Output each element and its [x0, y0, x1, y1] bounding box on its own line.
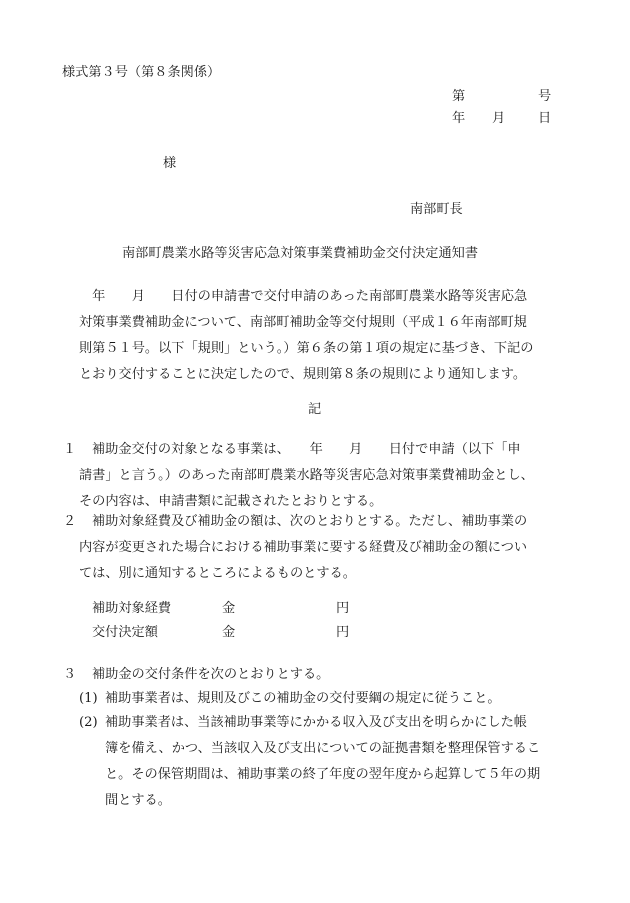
issue-date-day: 日: [538, 111, 552, 126]
issue-number-go: 号: [538, 89, 552, 104]
item-2-line: 補助対象経費及び補助金の額は、次のとおりとする。ただし、補助事業の: [92, 514, 528, 529]
sub-item-2-number: (2): [79, 715, 98, 730]
form-number: 様式第３号（第８条関係）: [62, 65, 221, 80]
amount-label-subsidy-cost: 補助対象経費: [92, 601, 172, 616]
amount-kin: 金: [222, 625, 236, 640]
issue-number-dai: 第: [452, 89, 466, 104]
intro-line: 対策事業費補助金について、南部町補助金等交付規則（平成１６年南部町規: [79, 315, 527, 330]
item-2-number: ２: [63, 514, 77, 529]
document-title: 南部町農業水路等災害応急対策事業費補助金交付決定通知書: [122, 246, 479, 261]
intro-paragraph: [79, 284, 533, 388]
amount-label-grant-decision: 交付決定額: [92, 625, 158, 640]
item-1-line: 補助金交付の対象となる事業は、 年 月 日付で申請（以下「申: [92, 442, 521, 457]
item-3-text: 補助金の交付条件を次のとおりとする。: [92, 667, 330, 682]
item-1-line: 請書」と言う。）のあった南部町農業水路等災害応急対策事業費補助金とし、: [79, 468, 534, 483]
sub-item-1-number: (1): [79, 691, 98, 706]
intro-line: とおり交付することに決定したので、規則第８条の規則により通知します。: [79, 367, 527, 382]
item-3-number: ３: [63, 667, 77, 682]
sub-item-1-line: 補助事業者は、規則及びこの補助金の交付要綱の規定に従うこと。: [105, 691, 501, 706]
sub-item-2-line: と。その保管期間は、補助事業の終了年度の翌年度から起算して５年の期: [105, 767, 541, 782]
sub-item-1-text: [105, 686, 501, 712]
sub-item-2-line: 間とする。: [105, 793, 171, 808]
item-1-line: その内容は、申請書類に記載されたとおりとする。: [79, 494, 383, 509]
issuer-name: 南部町長: [410, 202, 463, 217]
issue-date-month: 月: [492, 111, 506, 126]
ki-heading: 記: [308, 402, 322, 417]
amount-kin: 金: [222, 601, 236, 616]
sub-item-2-line: 簿を備え、かつ、当該収入及び支出についての証拠書類を整理保管するこ: [105, 741, 541, 756]
intro-line: 年 月 日付の申請書で交付申請のあった南部町農業水路等災害応急: [79, 289, 528, 304]
item-2-text: [79, 509, 527, 587]
item-1-text: [79, 437, 534, 515]
sub-item-2-line: 補助事業者は、当該補助事業等にかかる収入及び支出を明らかにした帳: [105, 715, 527, 730]
amount-unit: 円: [336, 625, 350, 640]
sub-item-2-text: [105, 710, 540, 814]
issue-date-year: 年: [452, 111, 466, 126]
item-2-line: ては、別に通知するところによるものとする。: [79, 566, 356, 581]
item-2-line: 内容が変更された場合における補助事業に要する経費及び補助金の額につい: [79, 540, 528, 555]
amount-unit: 円: [336, 601, 350, 616]
intro-line: 則第５１号。以下「規則」という。）第６条の第１項の規定に基づき、下記の: [79, 341, 534, 356]
addressee-suffix: 様: [163, 156, 177, 171]
item-1-number: １: [63, 442, 77, 457]
